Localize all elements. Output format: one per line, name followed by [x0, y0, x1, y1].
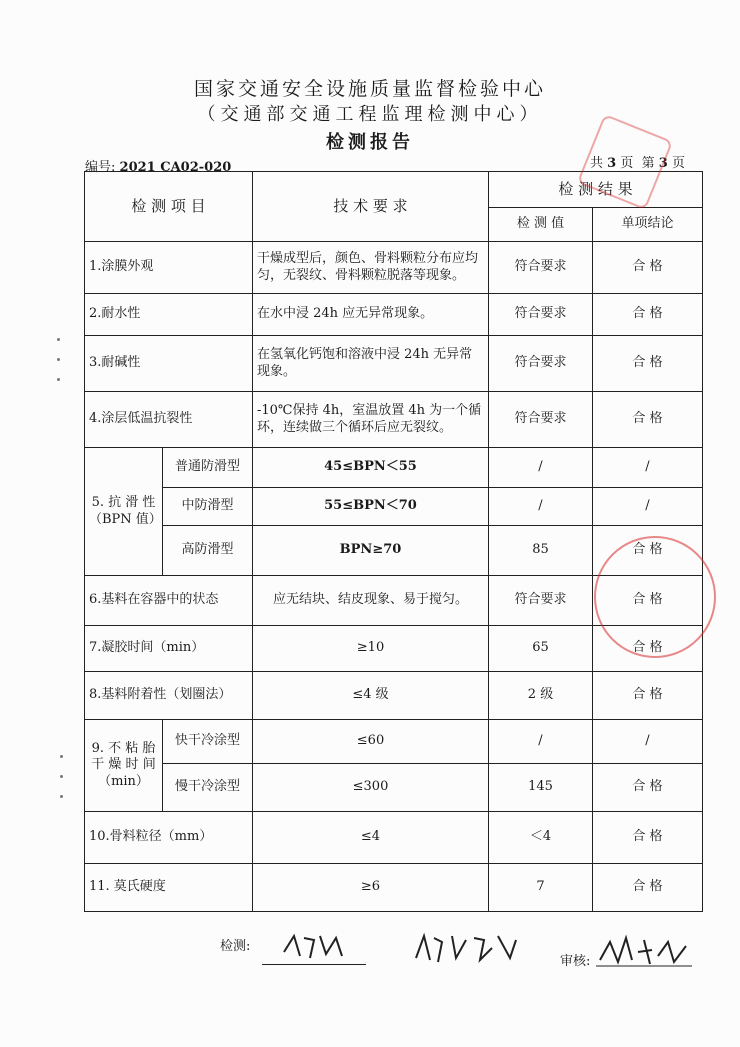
value-cell: /: [489, 488, 593, 526]
table-row: [85, 764, 703, 812]
value-cell: 2 级: [489, 672, 593, 720]
page-total-prefix: 共: [590, 156, 604, 171]
conclusion-cell: 合 格: [593, 242, 703, 294]
value-cell: ＜4: [489, 812, 593, 864]
binding-mark: [57, 358, 60, 361]
requirement-cell: ≤4 级: [253, 672, 489, 720]
requirement-cell: ≤60: [253, 720, 489, 764]
sub-org-name: （交通部交通工程监理检测中心）: [197, 104, 543, 125]
item-cell: 3.耐碱性: [85, 336, 253, 392]
requirement-cell: 干燥成型后，颜色、骨料颗粒分布应均匀，无裂纹、骨料颗粒脱落等现象。: [253, 242, 489, 294]
conclusion-cell: /: [593, 488, 703, 526]
item-cell: 8.基料附着性（划圈法）: [85, 672, 253, 720]
conclusion-cell: 合 格: [593, 864, 703, 912]
value-cell: 符合要求: [489, 336, 593, 392]
tack-group-cell: 9. 不 粘 胎 干 燥 时 间（min）: [85, 720, 163, 812]
binding-mark: [60, 795, 63, 798]
conclusion-cell: 合 格: [593, 626, 703, 672]
subitem-cell: 高防滑型: [163, 526, 253, 576]
value-cell: 85: [489, 526, 593, 576]
requirement-cell: BPN≥70: [253, 526, 489, 576]
value-cell: 符合要求: [489, 242, 593, 294]
requirement-cell: 55≤BPN＜70: [253, 488, 489, 526]
table-row: [85, 672, 703, 720]
conclusion-cell: /: [593, 720, 703, 764]
table-row: [85, 864, 703, 912]
item-cell: 1.涂膜外观: [85, 242, 253, 294]
value-cell: 符合要求: [489, 392, 593, 448]
item-cell: 2.耐水性: [85, 294, 253, 336]
skid-group-cell: 5. 抗 滑 性（BPN 值）: [85, 448, 163, 576]
conclusion-cell: 合 格: [593, 336, 703, 392]
value-cell: 65: [489, 626, 593, 672]
table-row: [85, 812, 703, 864]
requirement-cell: -10℃保持 4h，室温放置 4h 为一个循环，连续做三个循环后应无裂纹。: [253, 392, 489, 448]
page-current-prefix: 第: [641, 156, 655, 171]
table-row: [85, 488, 703, 526]
item-cell: 4.涂层低温抗裂性: [85, 392, 253, 448]
requirement-cell: 45≤BPN＜55: [253, 448, 489, 488]
inspector-signature-2: [412, 928, 522, 972]
header-requirement: 技 术 要 求: [253, 172, 489, 242]
value-cell: 7: [489, 864, 593, 912]
conclusion-cell: 合 格: [593, 576, 703, 626]
document-title: 检测报告: [326, 132, 414, 153]
conclusion-cell: 合 格: [593, 526, 703, 576]
conclusion-cell: 合 格: [593, 672, 703, 720]
value-cell: 符合要求: [489, 294, 593, 336]
conclusion-cell: 合 格: [593, 764, 703, 812]
header-result: 检 测 结 果: [489, 172, 703, 208]
subitem-cell: 中防滑型: [163, 488, 253, 526]
header-value: 检 测 值: [489, 208, 593, 242]
header-conclusion: 单项结论: [593, 208, 703, 242]
page-total: 3: [607, 156, 617, 171]
binding-mark: [57, 338, 60, 341]
conclusion-cell: 合 格: [593, 812, 703, 864]
requirement-cell: ≥10: [253, 626, 489, 672]
item-cell: 7.凝胶时间（min）: [85, 626, 253, 672]
value-cell: /: [489, 720, 593, 764]
item-cell: 10.骨料粒径（mm）: [85, 812, 253, 864]
subitem-cell: 普通防滑型: [163, 448, 253, 488]
org-name: 国家交通安全设施质量监督检验中心: [193, 78, 546, 100]
table-row: [85, 448, 703, 488]
binding-mark: [60, 775, 63, 778]
page-total-suffix: 页: [620, 156, 634, 171]
subitem-cell: 快干冷涂型: [163, 720, 253, 764]
requirement-cell: 在氢氧化钙饱和溶液中浸 24h 无异常现象。: [253, 336, 489, 392]
conclusion-cell: 合 格: [593, 294, 703, 336]
table-row: [85, 294, 703, 336]
inspection-seal: [594, 536, 716, 658]
binding-mark: [57, 378, 60, 381]
inspector-label: 检测:: [220, 939, 251, 954]
conclusion-cell: 合 格: [593, 392, 703, 448]
conclusion-cell: /: [593, 448, 703, 488]
header-item: 检 测 项 目: [85, 172, 253, 242]
reviewer-signature: [596, 932, 696, 976]
item-cell: 11. 莫氏硬度: [85, 864, 253, 912]
reviewer-label: 审核:: [560, 954, 591, 969]
value-cell: /: [489, 448, 593, 488]
item-cell: 6.基料在容器中的状态: [85, 576, 253, 626]
subitem-cell: 慢干冷涂型: [163, 764, 253, 812]
requirement-cell: ≤300: [253, 764, 489, 812]
value-cell: 145: [489, 764, 593, 812]
table-row: [85, 336, 703, 392]
table-row: [85, 720, 703, 764]
value-cell: 符合要求: [489, 576, 593, 626]
requirement-cell: ≥6: [253, 864, 489, 912]
binding-mark: [60, 755, 63, 758]
page-current: 3: [658, 156, 668, 171]
requirement-cell: 应无结块、结皮现象、易于搅匀。: [253, 576, 489, 626]
report-code-value: 2021 CA02-020: [119, 160, 232, 175]
table-row: [85, 242, 703, 294]
table-row: [85, 392, 703, 448]
requirement-cell: ≤4: [253, 812, 489, 864]
requirement-cell: 在水中浸 24h 应无异常现象。: [253, 294, 489, 336]
report-code-label: 编号:: [85, 160, 116, 175]
page-current-suffix: 页: [671, 156, 685, 171]
inspector-signature-1: [280, 930, 350, 972]
results-table: [84, 171, 703, 912]
